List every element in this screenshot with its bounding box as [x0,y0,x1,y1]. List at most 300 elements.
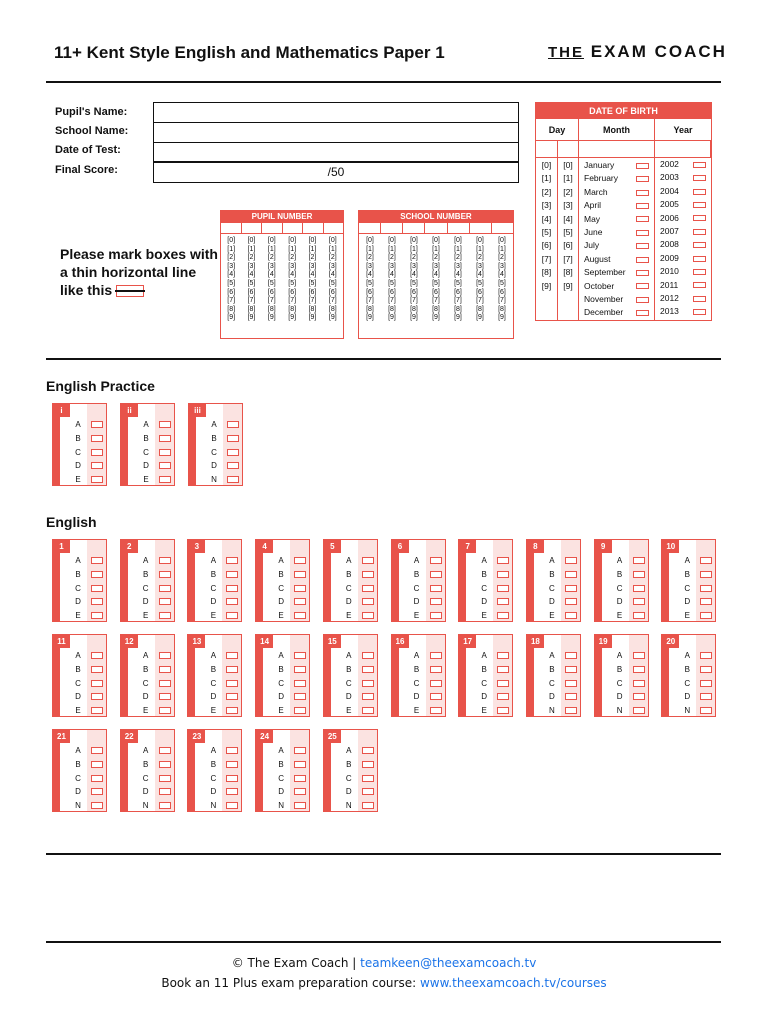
answer-option[interactable] [341,799,377,813]
dob-month-option-box[interactable] [636,310,649,316]
answer-option-box[interactable] [633,707,645,714]
answer-option-box[interactable] [91,449,103,456]
answer-option-box[interactable] [497,585,509,592]
school-number-digit-option[interactable]: [9] [454,314,462,322]
answer-option-box[interactable] [294,761,306,768]
school-number-digit-option[interactable]: [9] [388,314,396,322]
answer-option[interactable] [544,676,580,690]
school-number-digit-option[interactable]: [6] [388,288,396,296]
school-number-digit-option[interactable]: [7] [410,297,418,305]
school-number-digit-option[interactable]: [0] [498,237,506,244]
answer-option-box[interactable] [159,421,171,428]
answer-option[interactable] [205,690,241,704]
answer-option[interactable] [138,649,174,663]
dob-day-digit-a[interactable]: [8] [541,267,552,278]
answer-option[interactable] [273,581,309,595]
pupil-number-digit-option[interactable]: [9] [247,314,256,322]
pupil-number-digit-option[interactable]: [0] [267,237,276,244]
answer-option[interactable] [205,609,241,623]
answer-option[interactable] [341,609,377,623]
school-number-digit-option[interactable]: [8] [366,305,374,313]
answer-option[interactable] [273,704,309,718]
pupil-number-digit-option[interactable]: [8] [247,305,256,313]
dob-year-option-box[interactable] [693,162,706,168]
school-number-digit-option[interactable]: [3] [388,262,396,270]
answer-option-box[interactable] [91,612,103,619]
answer-option-box[interactable] [497,666,509,673]
school-number-digit-option[interactable]: [8] [454,305,462,313]
answer-option[interactable] [544,704,580,718]
answer-option[interactable] [205,568,241,582]
answer-option[interactable] [205,676,241,690]
answer-option[interactable] [70,676,106,690]
answer-option-box[interactable] [700,652,712,659]
answer-option[interactable] [679,704,715,718]
answer-option[interactable] [273,649,309,663]
answer-option[interactable] [544,690,580,704]
answer-option[interactable] [476,704,512,718]
answer-option[interactable] [544,581,580,595]
answer-option-box[interactable] [362,761,374,768]
answer-option-box[interactable] [430,585,442,592]
answer-option-box[interactable] [497,652,509,659]
pupil-number-digit-option[interactable]: [8] [227,305,236,313]
answer-option[interactable] [679,595,715,609]
answer-option-box[interactable] [430,557,442,564]
pupil-number-digit-option[interactable]: [9] [328,314,337,322]
answer-option[interactable] [544,609,580,623]
answer-option[interactable] [70,785,106,799]
answer-option[interactable] [341,663,377,677]
pupil-number-digit-option[interactable]: [0] [288,237,297,244]
school-number-digit-option[interactable]: [4] [388,271,396,279]
answer-option[interactable] [341,581,377,595]
answer-option-box[interactable] [497,557,509,564]
answer-option[interactable] [206,418,242,432]
answer-option[interactable] [341,785,377,799]
dob-year-option[interactable] [655,198,711,211]
answer-option-box[interactable] [226,557,238,564]
answer-option[interactable] [409,595,445,609]
answer-option-box[interactable] [91,585,103,592]
answer-option[interactable] [612,554,648,568]
dob-year-option[interactable] [655,171,711,184]
answer-option-box[interactable] [226,571,238,578]
answer-option[interactable] [138,473,174,487]
pupil-number-digit-option[interactable]: [9] [308,314,317,322]
dob-day-digit-b[interactable]: [9] [563,280,573,291]
answer-option-box[interactable] [159,775,171,782]
answer-option[interactable] [70,758,106,772]
answer-option-box[interactable] [430,571,442,578]
answer-option-box[interactable] [294,666,306,673]
school-number-digit-option[interactable]: [8] [432,305,440,313]
answer-option-box[interactable] [159,747,171,754]
answer-option-box[interactable] [227,421,239,428]
answer-option[interactable] [138,704,174,718]
answer-option-box[interactable] [91,435,103,442]
answer-option-box[interactable] [159,788,171,795]
dob-day-digit-a[interactable]: [1] [541,173,552,184]
pupil-number-digit-option[interactable]: [1] [308,245,317,253]
dob-year-option[interactable] [655,185,711,198]
answer-option-box[interactable] [565,598,577,605]
answer-option[interactable] [679,676,715,690]
dob-day-digit-b[interactable]: [5] [563,227,573,238]
answer-option-box[interactable] [565,571,577,578]
answer-option-box[interactable] [633,612,645,619]
dob-month-option-box[interactable] [636,283,649,289]
dob-day-digit-b[interactable]: [3] [563,200,573,211]
answer-option-box[interactable] [226,666,238,673]
answer-option-box[interactable] [633,680,645,687]
answer-option-box[interactable] [159,693,171,700]
answer-option[interactable] [612,676,648,690]
answer-option-box[interactable] [362,747,374,754]
school-number-digit-option[interactable]: [1] [366,245,374,253]
pupil-number-digit-option[interactable]: [7] [267,297,276,305]
answer-option-box[interactable] [362,585,374,592]
dob-year-option-box[interactable] [693,215,706,221]
answer-option-box[interactable] [159,707,171,714]
date-of-test-field[interactable] [153,142,519,163]
answer-option[interactable] [138,581,174,595]
answer-option[interactable] [273,609,309,623]
answer-option-box[interactable] [294,775,306,782]
answer-option[interactable] [476,595,512,609]
answer-option-box[interactable] [430,707,442,714]
pupil-number-digit-option[interactable]: [2] [288,254,297,262]
answer-option-box[interactable] [159,652,171,659]
answer-option[interactable] [205,554,241,568]
answer-option-box[interactable] [159,449,171,456]
dob-month-option-box[interactable] [636,163,649,169]
dob-day-digit-b[interactable]: [2] [563,186,573,197]
pupil-number-digit-option[interactable]: [8] [288,305,297,313]
answer-option[interactable] [476,676,512,690]
pupil-number-digit-option[interactable]: [2] [308,254,317,262]
pupil-number-digit-option[interactable]: [9] [288,314,297,322]
answer-option-box[interactable] [633,557,645,564]
dob-month-option[interactable] [579,199,654,212]
answer-option-box[interactable] [91,476,103,483]
answer-option[interactable] [612,649,648,663]
answer-option-box[interactable] [227,435,239,442]
answer-option-box[interactable] [700,557,712,564]
school-number-digit-option[interactable]: [1] [476,245,484,253]
school-number-digit-option[interactable]: [7] [498,297,506,305]
dob-month-option[interactable] [579,293,654,306]
pupil-number-digit-option[interactable]: [4] [227,271,236,279]
answer-option-box[interactable] [362,775,374,782]
answer-option[interactable] [679,609,715,623]
answer-option-box[interactable] [226,612,238,619]
answer-option-box[interactable] [565,666,577,673]
school-number-digit-option[interactable]: [4] [454,271,462,279]
answer-option[interactable] [70,473,106,487]
school-number-digit-option[interactable]: [0] [476,237,484,244]
pupil-number-digit-option[interactable]: [4] [267,271,276,279]
answer-option-box[interactable] [91,598,103,605]
answer-option-box[interactable] [430,666,442,673]
pupil-number-digit-option[interactable]: [6] [288,288,297,296]
answer-option[interactable] [138,459,174,473]
answer-option-box[interactable] [633,652,645,659]
answer-option-box[interactable] [91,788,103,795]
pupil-number-digit-option[interactable]: [8] [267,305,276,313]
school-number-digit-option[interactable]: [4] [498,271,506,279]
pupil-number-digit-option[interactable]: [7] [328,297,337,305]
answer-option-box[interactable] [633,598,645,605]
pupil-number-digit-option[interactable]: [4] [247,271,256,279]
school-number-digit-option[interactable]: [6] [366,288,374,296]
answer-option-box[interactable] [497,571,509,578]
school-number-digit-option[interactable]: [5] [476,279,484,287]
answer-option-box[interactable] [497,680,509,687]
answer-option-box[interactable] [226,585,238,592]
school-number-digit-option[interactable]: [2] [432,254,440,262]
school-number-digit-option[interactable]: [5] [366,279,374,287]
dob-day-digit-a[interactable]: [4] [541,213,552,224]
answer-option-box[interactable] [565,585,577,592]
answer-option[interactable] [206,459,242,473]
answer-option[interactable] [341,771,377,785]
answer-option-box[interactable] [227,462,239,469]
pupil-number-digit-option[interactable]: [3] [227,262,236,270]
answer-option-box[interactable] [362,802,374,809]
answer-option-box[interactable] [227,449,239,456]
pupil-number-digit-option[interactable]: [2] [227,254,236,262]
answer-option-box[interactable] [565,707,577,714]
answer-option-box[interactable] [91,666,103,673]
dob-year-option-box[interactable] [693,175,706,181]
answer-option[interactable] [138,609,174,623]
answer-option[interactable] [138,663,174,677]
answer-option[interactable] [273,663,309,677]
dob-month-option-box[interactable] [636,230,649,236]
dob-year-option-box[interactable] [693,242,706,248]
school-number-digit-option[interactable]: [1] [410,245,418,253]
answer-option-box[interactable] [362,598,374,605]
school-number-digit-option[interactable]: [8] [388,305,396,313]
answer-option-box[interactable] [362,571,374,578]
answer-option-box[interactable] [226,747,238,754]
answer-option-box[interactable] [226,788,238,795]
answer-option[interactable] [273,676,309,690]
school-number-digit-option[interactable]: [6] [498,288,506,296]
answer-option[interactable] [341,568,377,582]
answer-option[interactable] [206,432,242,446]
answer-option[interactable] [205,758,241,772]
answer-option-box[interactable] [430,612,442,619]
answer-option[interactable] [273,690,309,704]
dob-year-option-box[interactable] [693,269,706,275]
school-number-digit-option[interactable]: [0] [454,237,462,244]
pupil-number-digit-option[interactable]: [4] [328,271,337,279]
answer-option[interactable] [612,704,648,718]
dob-month-option-box[interactable] [636,243,649,249]
answer-option[interactable] [70,554,106,568]
answer-option[interactable] [138,744,174,758]
dob-year-option-box[interactable] [693,282,706,288]
answer-option[interactable] [70,609,106,623]
school-number-digit-option[interactable]: [2] [476,254,484,262]
answer-option-box[interactable] [430,598,442,605]
answer-option[interactable] [138,690,174,704]
answer-option-box[interactable] [294,707,306,714]
pupil-number-digit-option[interactable]: [4] [288,271,297,279]
pupil-number-digit-option[interactable]: [2] [328,254,337,262]
school-number-digit-option[interactable]: [5] [498,279,506,287]
dob-day-digit-b[interactable]: [6] [563,240,573,251]
pupil-number-digit-option[interactable]: [2] [247,254,256,262]
answer-option-box[interactable] [159,435,171,442]
answer-option[interactable] [205,595,241,609]
school-name-field[interactable] [153,122,519,143]
answer-option[interactable] [544,663,580,677]
answer-option[interactable] [409,609,445,623]
pupil-number-digit-option[interactable]: [6] [247,288,256,296]
answer-option-box[interactable] [497,612,509,619]
school-number-digit-option[interactable]: [6] [410,288,418,296]
answer-option[interactable] [544,595,580,609]
pupil-number-digit-option[interactable]: [8] [328,305,337,313]
dob-month-option[interactable] [579,186,654,199]
school-number-digit-option[interactable]: [9] [410,314,418,322]
answer-option[interactable] [70,690,106,704]
answer-option[interactable] [476,649,512,663]
answer-option[interactable] [273,799,309,813]
answer-option[interactable] [409,704,445,718]
answer-option-box[interactable] [91,761,103,768]
pupil-number-digit-option[interactable]: [6] [308,288,317,296]
school-number-digit-option[interactable]: [8] [498,305,506,313]
school-number-digit-option[interactable]: [9] [476,314,484,322]
dob-year-option[interactable] [655,305,711,318]
dob-day-digit-a[interactable]: [0] [541,160,552,170]
dob-day-digit-a[interactable]: [3] [541,200,552,211]
school-number-digit-option[interactable]: [5] [454,279,462,287]
dob-month-option[interactable] [579,159,654,172]
answer-option-box[interactable] [700,585,712,592]
answer-option[interactable] [341,704,377,718]
answer-option-box[interactable] [294,680,306,687]
answer-option-box[interactable] [362,707,374,714]
dob-year-option[interactable] [655,212,711,225]
answer-option-box[interactable] [700,598,712,605]
school-number-digit-option[interactable]: [9] [432,314,440,322]
footer-courses-link[interactable]: www.theexamcoach.tv/courses [419,976,607,990]
dob-month-option[interactable] [579,239,654,252]
answer-option[interactable] [341,595,377,609]
answer-option-box[interactable] [294,585,306,592]
answer-option-box[interactable] [294,652,306,659]
answer-option-box[interactable] [226,761,238,768]
answer-option[interactable] [273,758,309,772]
answer-option-box[interactable] [497,707,509,714]
answer-option-box[interactable] [294,788,306,795]
answer-option[interactable] [70,568,106,582]
answer-option-box[interactable] [362,788,374,795]
school-number-digit-option[interactable]: [2] [454,254,462,262]
dob-year-option-box[interactable] [693,309,706,315]
school-number-digit-option[interactable]: [2] [410,254,418,262]
answer-option[interactable] [612,581,648,595]
school-number-digit-option[interactable]: [2] [366,254,374,262]
answer-option-box[interactable] [159,761,171,768]
answer-option-box[interactable] [226,693,238,700]
answer-option[interactable] [273,568,309,582]
answer-option-box[interactable] [91,462,103,469]
pupil-number-digit-option[interactable]: [6] [328,288,337,296]
answer-option-box[interactable] [294,598,306,605]
dob-year-option-box[interactable] [693,229,706,235]
dob-day-digit-b[interactable]: [0] [563,160,573,170]
answer-option[interactable] [679,581,715,595]
pupil-number-digit-option[interactable]: [9] [227,314,236,322]
answer-option-box[interactable] [565,612,577,619]
answer-option[interactable] [205,744,241,758]
dob-month-option[interactable] [579,253,654,266]
dob-month-option-box[interactable] [636,203,649,209]
answer-option[interactable] [341,676,377,690]
answer-option-box[interactable] [565,680,577,687]
dob-year-option[interactable] [655,279,711,292]
pupil-number-digit-option[interactable]: [1] [247,245,256,253]
answer-option[interactable] [138,595,174,609]
answer-option[interactable] [409,676,445,690]
pupil-number-digit-option[interactable]: [0] [328,237,337,244]
answer-option-box[interactable] [430,693,442,700]
school-number-digit-option[interactable]: [3] [498,262,506,270]
answer-option[interactable] [273,595,309,609]
answer-option-box[interactable] [700,612,712,619]
answer-option-box[interactable] [91,680,103,687]
pupil-number-digit-option[interactable]: [7] [227,297,236,305]
answer-option-box[interactable] [430,652,442,659]
answer-option-box[interactable] [159,612,171,619]
pupil-number-digit-option[interactable]: [3] [247,262,256,270]
school-number-digit-option[interactable]: [0] [432,237,440,244]
school-number-digit-option[interactable]: [9] [366,314,374,322]
answer-option[interactable] [138,445,174,459]
school-number-digit-option[interactable]: [4] [432,271,440,279]
school-number-digit-option[interactable]: [7] [476,297,484,305]
answer-option[interactable] [476,690,512,704]
answer-option[interactable] [612,568,648,582]
answer-option-box[interactable] [633,693,645,700]
answer-option[interactable] [612,663,648,677]
pupil-number-digit-option[interactable]: [3] [308,262,317,270]
answer-option-box[interactable] [159,476,171,483]
answer-option-box[interactable] [91,693,103,700]
pupil-number-digit-option[interactable]: [5] [288,279,297,287]
answer-option[interactable] [206,445,242,459]
pupil-number-digit-option[interactable]: [5] [308,279,317,287]
dob-day-digit-a[interactable]: [2] [541,186,552,197]
school-number-digit-option[interactable]: [0] [366,237,374,244]
school-number-digit-option[interactable]: [3] [410,262,418,270]
answer-option-box[interactable] [362,557,374,564]
answer-option[interactable] [70,649,106,663]
answer-option-box[interactable] [91,747,103,754]
dob-year-option[interactable] [655,292,711,305]
footer-email-link[interactable]: teamkeen@theexamcoach.tv [360,956,537,970]
answer-option-box[interactable] [159,666,171,673]
answer-option[interactable] [70,744,106,758]
answer-option[interactable] [341,649,377,663]
answer-option[interactable] [205,663,241,677]
